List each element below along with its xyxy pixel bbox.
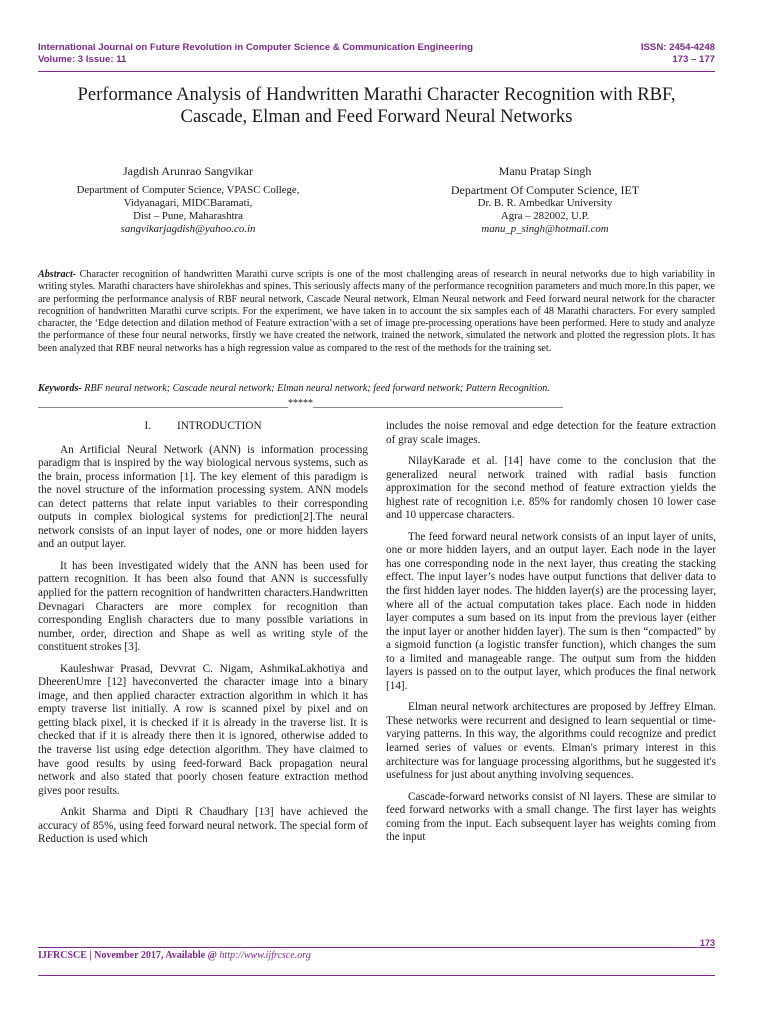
author-affiliation: Dr. B. R. Ambedkar University <box>477 197 613 209</box>
paper-title-line-2: Cascade, Elman and Feed Forward Neural Networks <box>180 106 573 127</box>
keywords <box>38 383 715 395</box>
abstract-text: Character recognition of handwritten Marathi curve scripts is one of the most challenging areas of research in neural networks due to high variability in writing styles. Marathi characters have shirolekhas and spines. This seriously affects many of the performance recognition parameters and much more.In this paper, we are performing the performance analysis of RBF neural network, Cascade Neural network, Elman Neural network and Feed forward neural network for the character recognition of handwritten Marathi curve scripts. For the experiment, we have taken in to account the six samples each of 48 Marathi characters. For every sampled character, the ‘Edge detection and dilation method of Feature extraction’with a set of image pre-processing operations have been performed. Here to study and analyze the performance of these four neural networks, firstly we have created the network, trained the network, simulated the network and plotted the regression plots. It has been analyzed that RBF neural networks has a high regression value as compared to the rest of the methods for the training set. <box>38 269 715 354</box>
paragraph: Kauleshwar Prasad, Devvrat C. Nigam, AshmikaLakhotiya and DheerenUmre [12] haveconverted the character image into a binary image, and then applied character extraction algorithm in which it has empty traverse list initially. A row is scanned pixel by pixel and on getting black pixel, it is checked if it is already in the traverse list. It is checked that if it is already there then it is ignored, otherwise added to the traverse list using edge detection algorithm. They have claimed to have good results by using feed-forward Back propagation neural network and also stated that poorly chosen feature extraction method gives poor results. <box>38 662 368 797</box>
abstract-label: Abstract- <box>38 269 77 280</box>
keywords-text: RBF neural network; Cascade neural network; Elman neural network; feed forward network; Pattern Recognition. <box>81 383 550 394</box>
paper-title <box>38 84 715 128</box>
header-rule <box>38 71 715 72</box>
author-affiliation: Department Of Computer Science, IET <box>450 183 640 197</box>
footer-link[interactable]: http://www.ijfrcsce.org <box>219 950 311 961</box>
footer-text: IJFRCSCE | November 2017, Available @ <box>38 950 220 961</box>
journal-header-left <box>38 42 473 66</box>
footer-rule <box>38 947 715 948</box>
paragraph: NilayKarade et al. [14] have come to the conclusion that the generalized neural network trained with radial basis function approximation for the second method of feature extraction yields the highest rate of recognition i.e. 85% for randomly chosen 10 lower case and 10 uppercase characters. <box>386 455 716 522</box>
author-name: Manu Pratap Singh <box>498 164 592 178</box>
author-affiliation: Dist – Pune, Maharashtra <box>133 210 243 222</box>
journal-volume: Volume: 3 Issue: 11 <box>38 54 127 65</box>
left-column <box>38 420 368 855</box>
section-title: INTRODUCTION <box>177 420 262 432</box>
keywords-label: Keywords- <box>38 383 82 394</box>
author-block-1 <box>38 165 338 236</box>
journal-name: International Journal on Future Revolution in Computer Science & Communication Engineering <box>38 42 473 53</box>
author-name: Jagdish Arunrao Sangvikar <box>123 164 253 178</box>
footer-bottom-rule <box>38 975 715 976</box>
journal-header-right <box>641 42 715 66</box>
journal-issn: ISSN: 2454-4248 <box>640 42 715 53</box>
author-block-2 <box>420 165 670 236</box>
abstract <box>38 269 715 355</box>
journal-pages: 173 – 177 <box>672 54 715 65</box>
paragraph: An Artificial Neural Network (ANN) is information processing paradigm that is inspired by the way biological nervous systems, such as the brain, process information [1]. The key element of this paradigm is the novel structure of the information processing system. ANN models can detect patterns that relate input variables to their corresponding outputs in complex biological systems for prediction[2].The neural network consists of an input layer of nodes, one or more hidden layers and an output layer. <box>38 443 368 551</box>
paragraph: includes the noise removal and edge detection for the feature extraction of gray scale images. <box>386 420 716 446</box>
paragraph: The feed forward neural network consists of an input layer of units, one or more hidden layers, and an output layer. Each node in the layer has one corresponding node in the next layer, thus creating the stacking effect. The input layer’s nodes have output functions that deliver data to the first hidden layer nodes. The hidden layer(s) are the processing layer, where all of the actual computation takes place. Each node in hidden layer computes a sum based on its input from the previous layer (either the input layer or another hidden layer). The sum is then “compacted” by a sigmoid function (a logistic transfer function), which changes the sum to a limited and manageable range. The output sum from the hidden layers is passed on to the output layer, which produces the final network [14]. <box>386 530 716 692</box>
author-email: manu_p_singh@hotmail.com <box>481 223 609 235</box>
author-affiliation: Agra – 282002, U.P. <box>500 210 590 222</box>
paper-title-line-1: Performance Analysis of Handwritten Marathi Character Recognition with RBF, <box>77 84 676 105</box>
author-affiliation: Vidyanagari, MIDCBaramati, <box>123 197 253 209</box>
paragraph: Cascade-forward networks consist of Nl layers. These are similar to feed forward networks with a small change. The first layer has weights coming from the input. Each subsequent layer has weights coming from the input <box>386 790 716 844</box>
paragraph: It has been investigated widely that the ANN has been used for pattern recognition. It has been also found that ANN is successfully applied for the pattern recognition of handwritten characters.Handwritten Devnagari Characters are more complex for recognition than corresponding English characters due to many possible variations in number, order, direction and Shape as well as writing style of the constituent strokes [3]. <box>38 559 368 654</box>
paragraph: Elman neural network architectures are proposed by Jeffrey Elman. These networks were recurrent and designed to learn sequential or time-varying patterns. In this way, the algorithms could recognize and predict learned series of values or events. Elman's primary interest in this architecture was for language processing algorithms, but he suggested it's usefulness for just about anything involving sequences. <box>386 701 716 782</box>
paragraph: Ankit Sharma and Dipti R Chaudhary [13] have achieved the accuracy of 85%, using feed forward neural network. The special form of Reduction is used which <box>38 806 368 846</box>
author-email: sangvikarjagdish@yahoo.co.in <box>120 223 256 235</box>
section-number: I. <box>144 420 151 432</box>
section-separator: __________________________________________________*****__________________________________________________ <box>38 398 563 409</box>
page-number: 173 <box>699 938 715 948</box>
author-affiliation: Department of Computer Science, VPASC College, <box>76 184 300 196</box>
right-column <box>386 420 716 853</box>
section-heading <box>38 420 368 434</box>
footer <box>38 950 311 961</box>
